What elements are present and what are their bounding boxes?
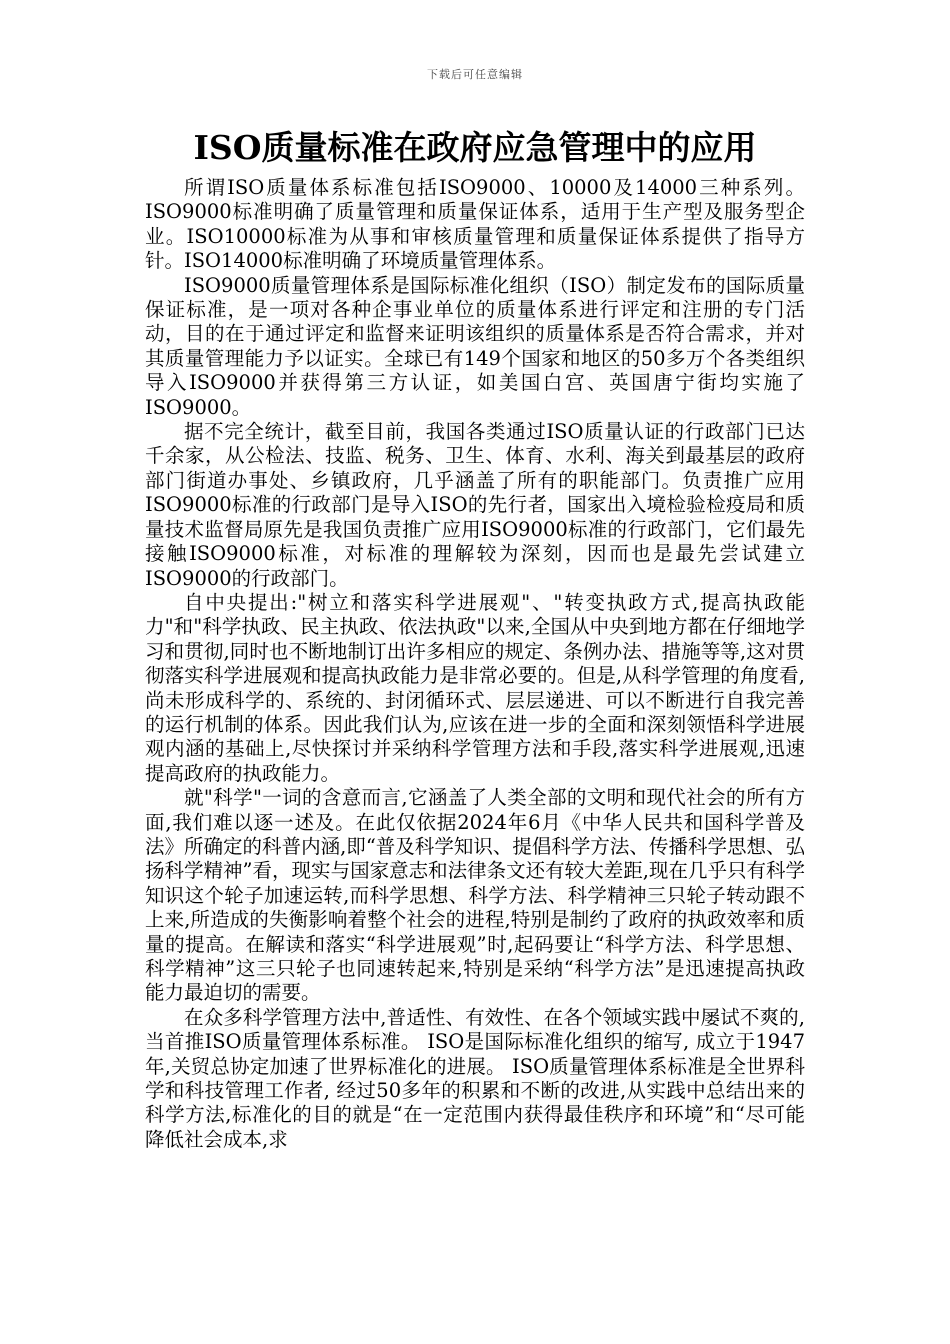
paragraph-6: 在众多科学管理方法中,普适性、有效性、在各个领域实践中屡试不爽的,当首推ISO质量管理体系标准。 ISO是国际标准化组织的缩写, 成立于1947年,关贸总协定加速了世界标准化的进展。 ISO质量管理体系标准是全世界科学和科技管理工作者, 经过50多年的积累和不断的改进,从实践中总结出来的科学方法,标准化的目的就是“在一定范围内获得最佳秩序和环境”和“尽可能降低社会成本,求 bbox=[145, 1005, 805, 1151]
paragraph-5: 就"科学"一词的含意而言,它涵盖了人类全部的文明和现代社会的所有方面,我们难以逐一述及。在此仅依据2024年6月《中华人民共和国科学普及法》所确定的科普内涵,即“普及科学知识、提倡科学方法、传播科学思想、弘扬科学精神”看，现实与国家意志和法律条文还有较大差距,现在几乎只有科学知识这个轮子加速运转,而科学思想、科学方法、科学精神三只轮子转动跟不上来,所造成的失衡影响着整个社会的进程,特别是制约了政府的执政效率和质量的提高。在解读和落实“科学进展观”时,起码要让“科学方法、科学思想、科学精神”这三只轮子也同速转起来,特别是采纳“科学方法”是迅速提高执政能力最迫切的需要。 bbox=[145, 786, 805, 1005]
document-body bbox=[145, 176, 805, 1152]
paragraph-2: ISO9000质量管理体系是国际标准化组织（ISO）制定发布的国际质量保证标准，是一项对各种企事业单位的质量体系进行评定和注册的专门活动，目的在于通过评定和监督来证明该组织的质量体系是否符合需求，并对其质量管理能力予以证实。全球已有149个国家和地区的50多万个各类组织导入ISO9000并获得第三方认证，如美国白宫、英国唐宁街均实施了ISO9000。 bbox=[145, 273, 805, 419]
document-title: ISO质量标准在政府应急管理中的应用 bbox=[193, 128, 757, 167]
header-note: 下载后可任意编辑 bbox=[427, 68, 523, 81]
paragraph-4: 自中央提出:"树立和落实科学进展观"、"转变执政方式,提高执政能力"和"科学执政、民主执政、依法执政"以来,全国从中央到地方都在仔细地学习和贯彻,同时也不断地制订出许多相应的规定、条例办法、措施等等,这对贯彻落实科学进展观和提高执政能力是非常必要的。但是,从科学管理的角度看,尚未形成科学的、系统的、封闭循环式、层层递进、可以不断进行自我完善的运行机制的体系。因此我们认为,应该在进一步的全面和深刻领悟科学进展观内涵的基础上,尽快探讨并采纳科学管理方法和手段,落实科学进展观,迅速提高政府的执政能力。 bbox=[145, 590, 805, 785]
paragraph-3: 据不完全统计，截至目前，我国各类通过ISO质量认证的行政部门已达千余家，从公检法、技监、税务、卫生、体育、水利、海关到最基层的政府部门街道办事处、乡镇政府，几乎涵盖了所有的职能部门。负责推广应用ISO9000标准的行政部门是导入ISO的先行者，国家出入境检验检疫局和质量技术监督局原先是我国负责推广应用ISO9000标准的行政部门，它们最先接触ISO9000标准，对标准的理解较为深刻，因而也是最先尝试建立ISO9000的行政部门。 bbox=[145, 420, 805, 590]
paragraph-1: 所谓ISO质量体系标准包括ISO9000、10000及14000三种系列。ISO9000标准明确了质量管理和质量保证体系，适用于生产型及服务型企业。ISO10000标准为从事和审核质量管理和质量保证体系提供了指导方针。ISO14000标准明确了环境质量管理体系。 bbox=[145, 176, 805, 273]
